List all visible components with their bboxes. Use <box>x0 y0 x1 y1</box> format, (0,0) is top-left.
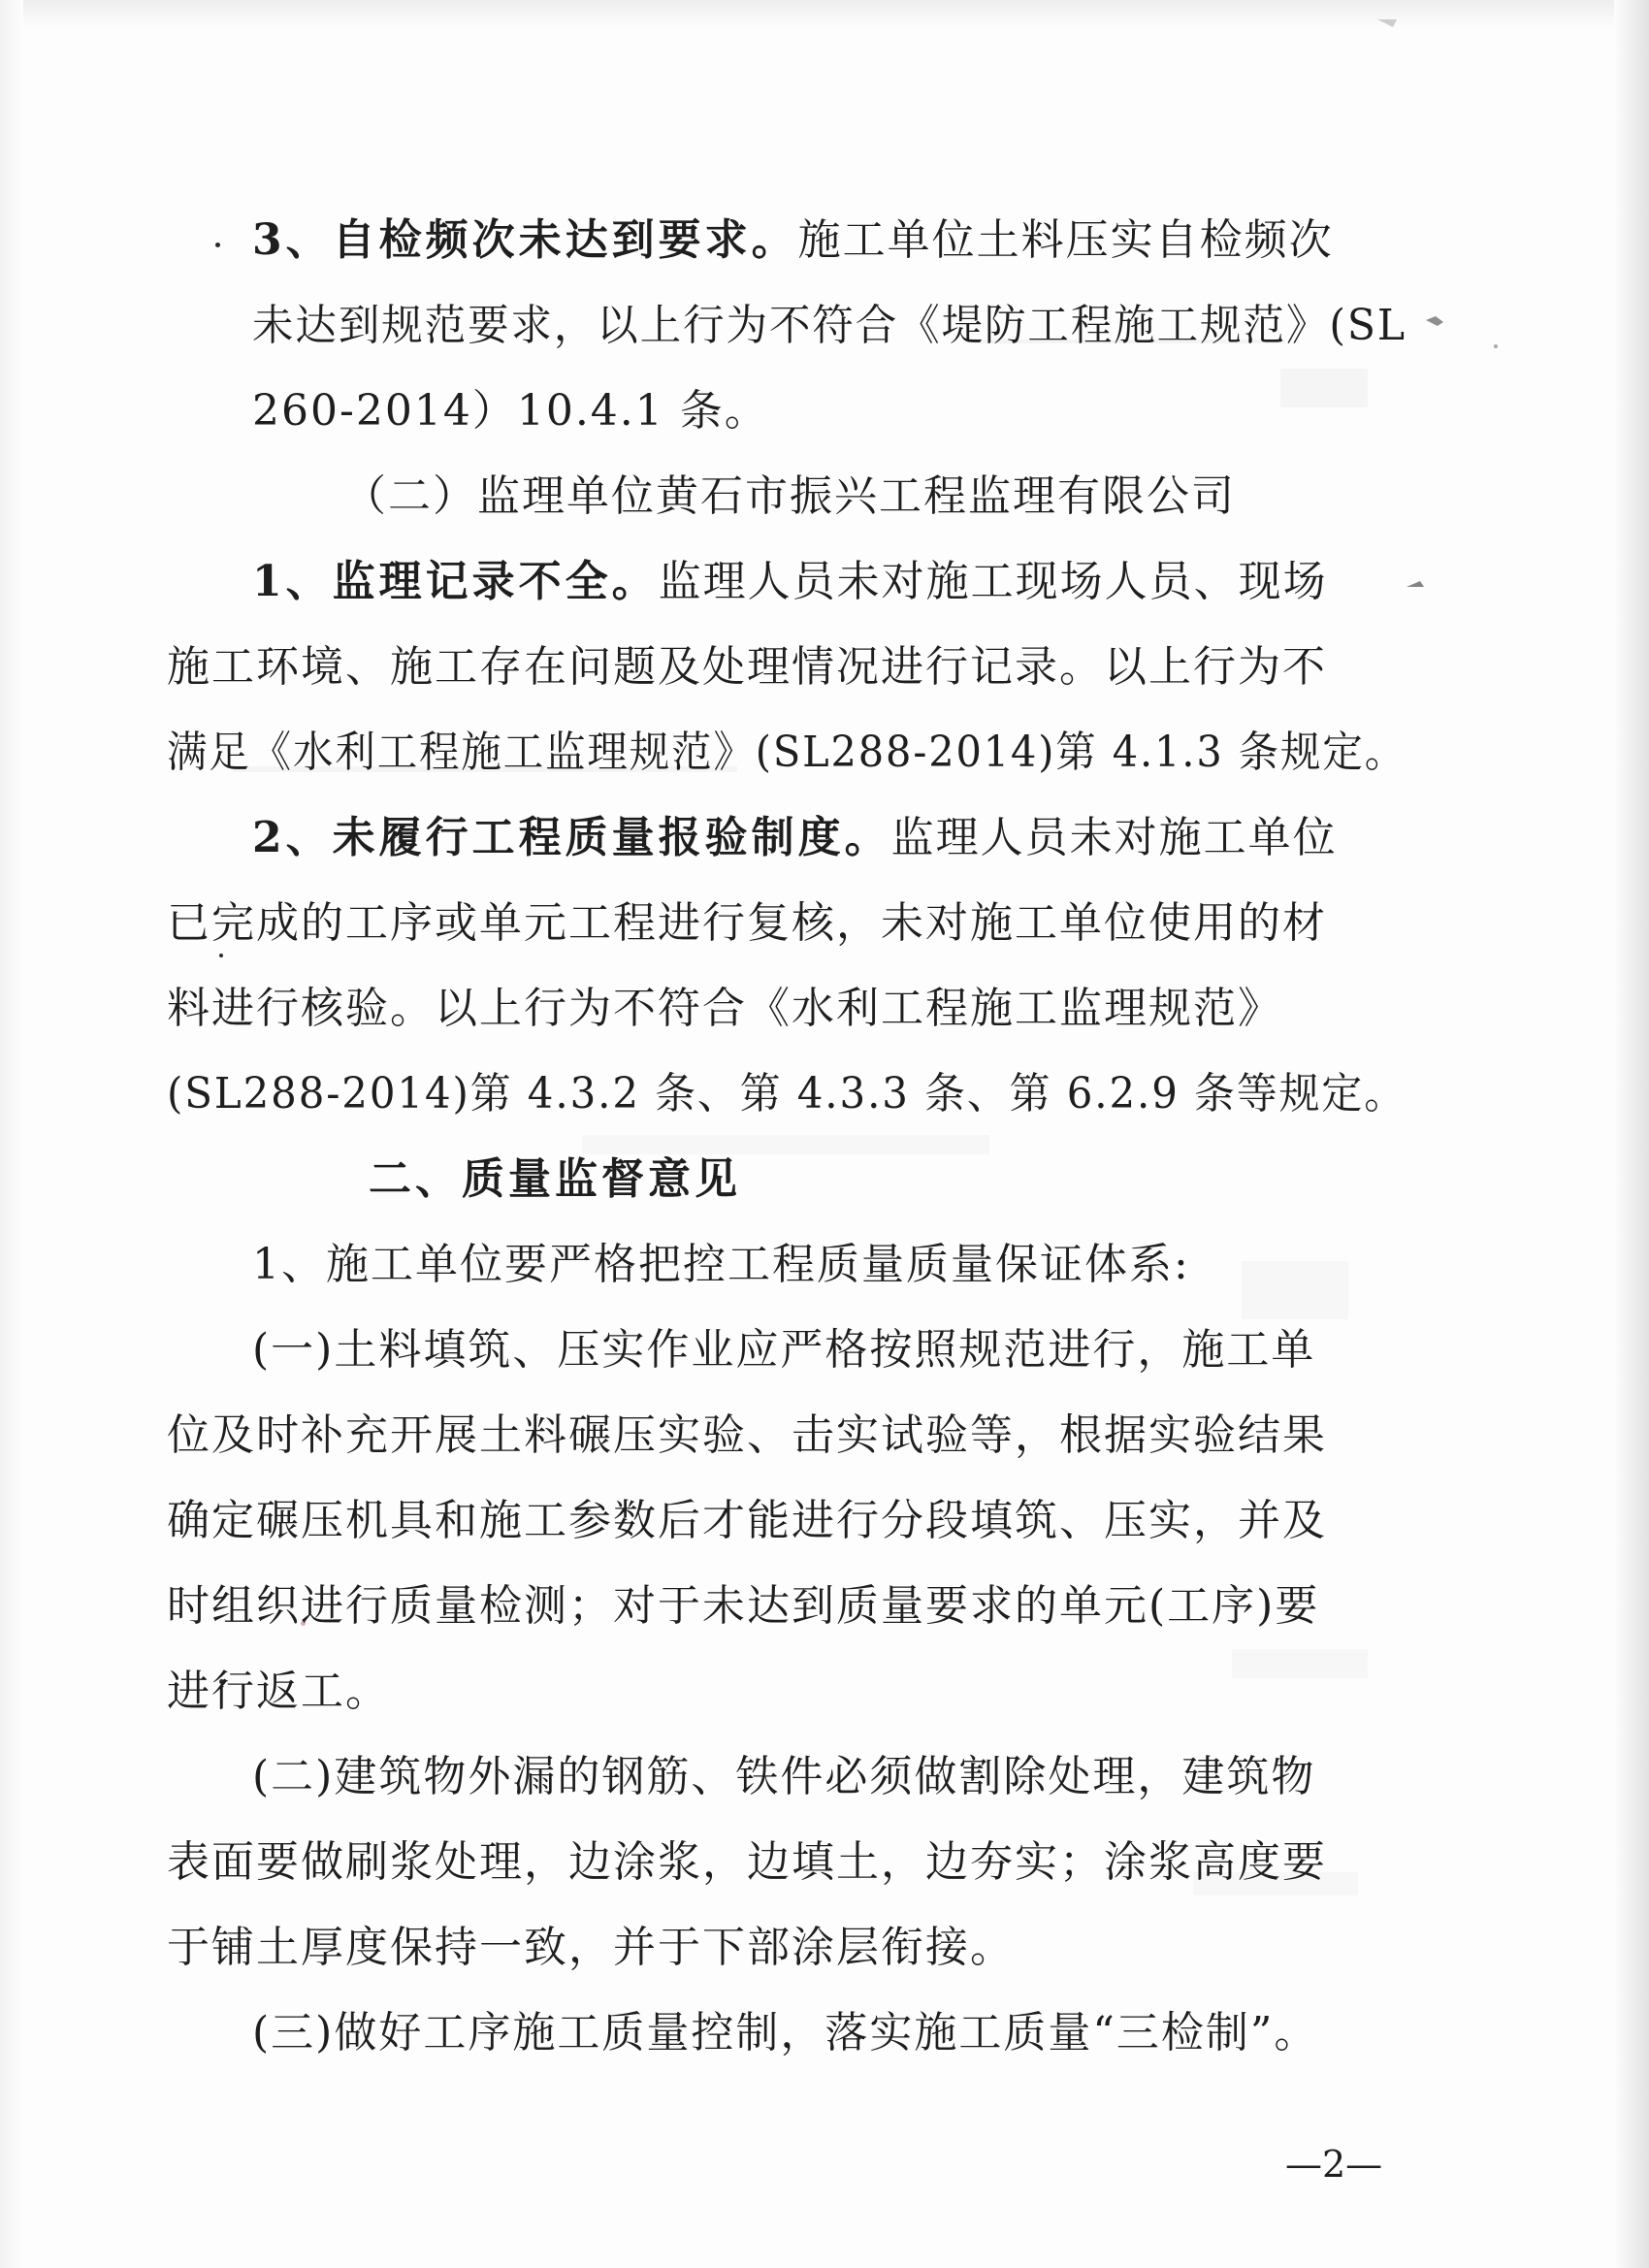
sub2-line3: 于铺土厚度保持一致，并于下部涂层衔接。 <box>167 1923 1015 1972</box>
sub2-line2: 表面要做刷浆处理，边涂浆，边填土，边夯实；涂浆高度要 <box>167 1837 1327 1887</box>
scan-speck <box>215 243 220 247</box>
sup-item2-line1 <box>252 809 1338 867</box>
opinion-item1: 1、施工单位要严格把控工程质量质量保证体系: <box>252 1240 1190 1289</box>
scan-speck <box>219 954 223 957</box>
sup-item1-line2: 施工环境、施工存在问题及处理情况进行记录。以上行为不 <box>167 642 1327 692</box>
item3-line1 <box>252 211 1334 270</box>
item3-text: 施工单位土料压实自检频次 <box>797 215 1334 265</box>
sup-item2-line4: (SL288-2014)第 4.3.2 条、第 4.3.3 条、第 6.2.9 条等规定。 <box>167 1069 1407 1118</box>
sup-item1-text: 监理人员未对施工现场人员、现场 <box>658 557 1328 606</box>
sub3-line1: (三)做好工序施工质量控制，落实施工质量“三检制”。 <box>252 2008 1319 2057</box>
item3-line2: 未达到规范要求，以上行为不符合《堤防工程施工规范》(SL <box>252 301 1407 350</box>
sup-item2-line2: 已完成的工序或单元工程进行复核，未对施工单位使用的材 <box>167 898 1327 948</box>
sub1-line1: (一)土料填筑、压实作业应严格按照规范进行，施工单 <box>252 1325 1316 1375</box>
section-opinion-heading: 二、质量监督意见 <box>369 1154 741 1204</box>
sub1-line5: 进行返工。 <box>167 1667 390 1716</box>
sup-item1-line3: 满足《水利工程施工监理规范》(SL288-2014)第 4.1.3 条规定。 <box>167 728 1407 777</box>
sub1-line2: 位及时补充开展土料碾压实验、击实试验等，根据实验结果 <box>167 1410 1327 1460</box>
item3-heading: 3、自检频次未达到要求。 <box>252 215 798 265</box>
section-supervision-heading: （二）监理单位黄石市振兴工程监理有限公司 <box>343 471 1236 521</box>
sup-item1-line1 <box>252 553 1328 611</box>
scan-speck <box>1494 344 1498 348</box>
item3-line3: 260-2014）10.4.1 条。 <box>252 386 769 436</box>
sup-item2-heading: 2、未履行工程质量报验制度。 <box>252 813 891 862</box>
sub2-line1: (二)建筑物外漏的钢筋、铁件必须做割除处理，建筑物 <box>252 1752 1316 1801</box>
sup-item2-line3: 料进行核验。以上行为不符合《水利工程施工监理规范》 <box>167 984 1282 1033</box>
sup-item2-text: 监理人员未对施工单位 <box>890 813 1338 862</box>
sub1-line3: 确定碾压机具和施工参数后才能进行分段填筑、压实，并及 <box>167 1496 1327 1545</box>
sub1-line4: 时组织进行质量检测；对于未达到质量要求的单元(工序)要 <box>167 1581 1320 1631</box>
page-number: —2— <box>1285 2143 1383 2186</box>
sup-item1-heading: 1、监理记录不全。 <box>252 557 659 606</box>
